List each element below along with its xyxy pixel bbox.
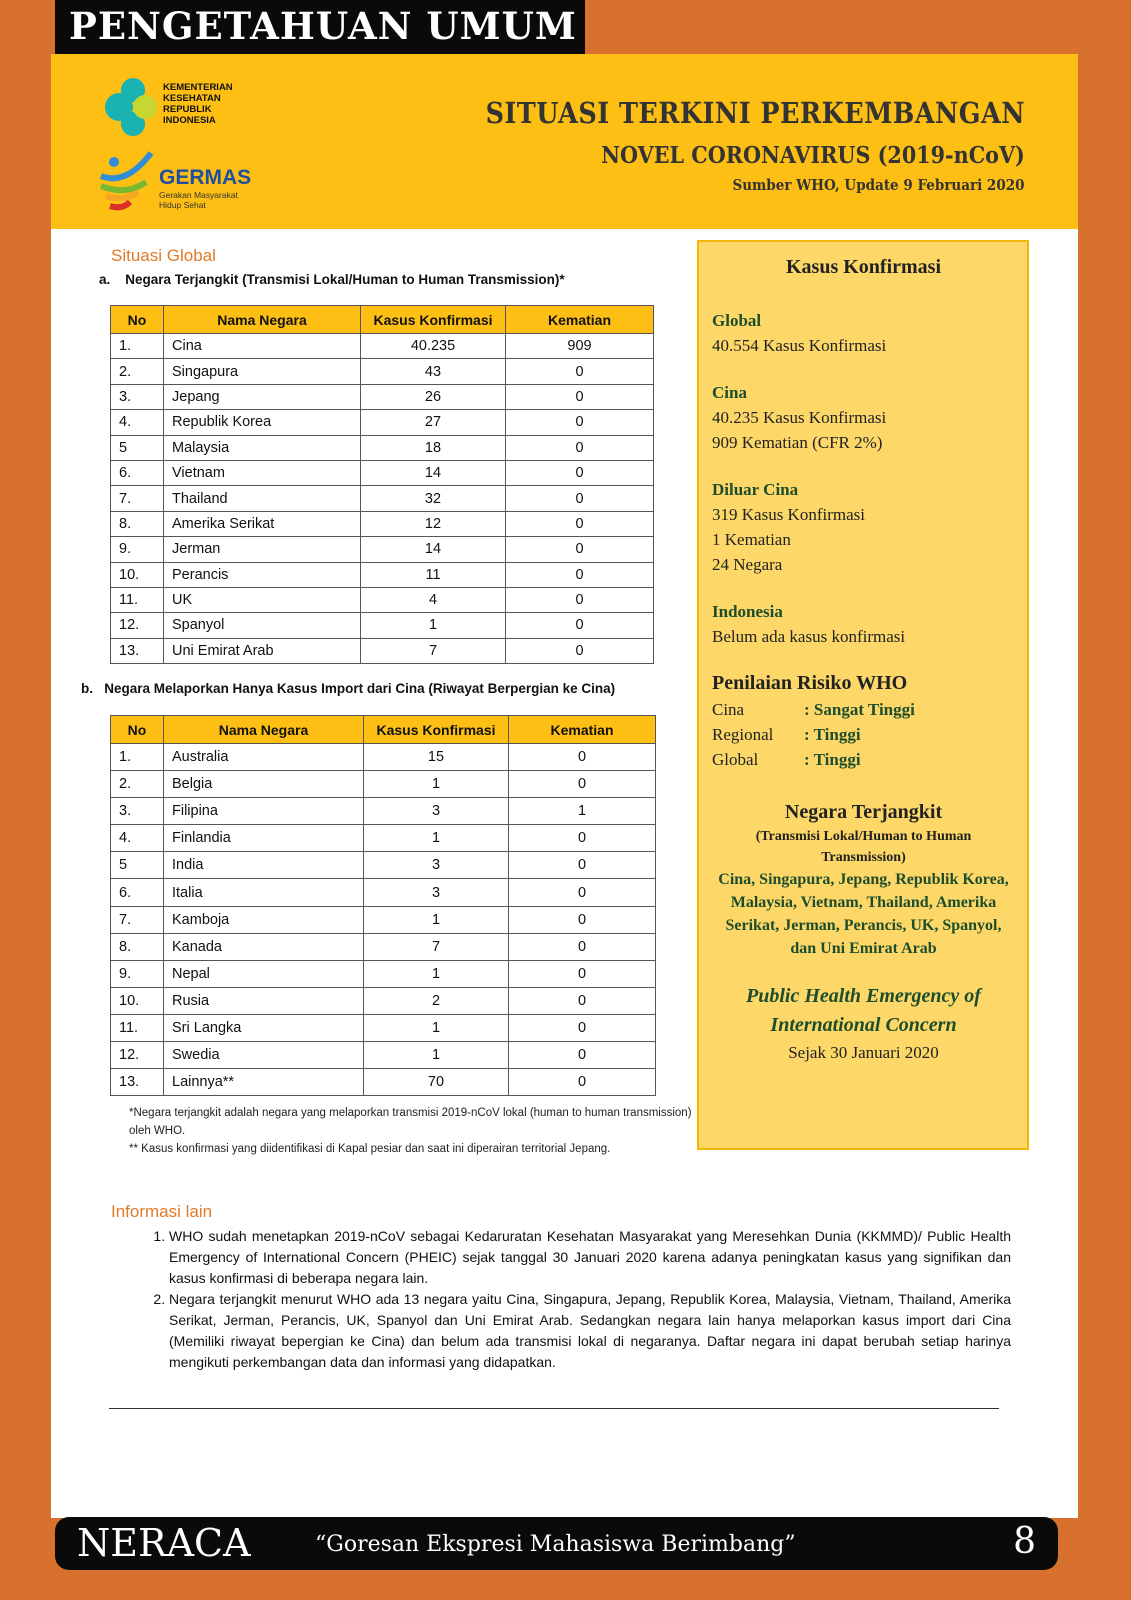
table-row — [111, 987, 656, 1014]
confirmed-cases: 15 — [364, 744, 509, 771]
row-number: 7. — [111, 486, 164, 511]
tagline: “Goresan Ekspresi Mahasiswa Berimbang” — [315, 1532, 796, 1557]
table-row — [111, 1069, 656, 1096]
confirmed-cases: 27 — [361, 410, 506, 435]
confirmed-cases: 1 — [361, 613, 506, 638]
country-name: Lainnya** — [164, 1069, 364, 1096]
country-name: Nepal — [164, 960, 364, 987]
ministry-line: KESEHATAN — [163, 93, 221, 104]
country-name: Sri Langka — [164, 1014, 364, 1041]
germas-logo-icon — [96, 148, 156, 218]
risk-heading: Penilaian Risiko WHO — [712, 672, 908, 694]
column-header: Kasus Konfirmasi — [361, 306, 506, 334]
confirmed-cases: 3 — [364, 798, 509, 825]
indonesia-heading: Indonesia — [712, 602, 783, 621]
ministry-line: INDONESIA — [163, 115, 216, 126]
confirmed-cases: 11 — [361, 562, 506, 587]
table-row — [111, 1014, 656, 1041]
page-number: 8 — [1013, 1521, 1036, 1562]
deaths: 0 — [509, 1042, 656, 1069]
country-name: India — [164, 852, 364, 879]
risk-scope: Cina — [712, 700, 745, 719]
country-name: Cina — [164, 334, 361, 359]
table-row — [111, 334, 654, 359]
table-row — [111, 638, 654, 663]
deaths: 0 — [509, 987, 656, 1014]
china-heading: Cina — [712, 383, 747, 402]
deaths: 0 — [509, 744, 656, 771]
table-row — [111, 960, 656, 987]
country-name: Jerman — [164, 537, 361, 562]
risk-level: : Tinggi — [804, 750, 861, 769]
deaths: 0 — [509, 1014, 656, 1041]
affected-list: Cina, Singapura, Jepang, Republik Korea, Malaysia, Vietnam, Thailand, Amerika Serikat, Jerman, Perancis, UK, Spanyol, dan Uni Emirat Arab — [718, 871, 1009, 957]
column-header: Nama Negara — [164, 306, 361, 334]
country-name: Thailand — [164, 486, 361, 511]
section-heading: Informasi lain — [111, 1202, 213, 1221]
table-row — [111, 435, 654, 460]
subtitle: NOVEL CORONAVIRUS (2019-nCoV) — [601, 142, 1025, 169]
table-row — [111, 879, 656, 906]
row-number: 9. — [111, 960, 164, 987]
risk-row — [712, 697, 1015, 722]
confirmed-cases: 26 — [361, 384, 506, 409]
deaths: 0 — [506, 384, 654, 409]
country-name: Finlandia — [164, 825, 364, 852]
row-number: 1. — [111, 744, 164, 771]
row-number: 5 — [111, 852, 164, 879]
confirmed-cases: 1 — [364, 1042, 509, 1069]
germas-sub: Hidup Sehat — [159, 200, 206, 210]
confirmed-cases: 1 — [364, 906, 509, 933]
global-heading: Global — [712, 311, 762, 330]
country-name: Australia — [164, 744, 364, 771]
pheic-date: Sejak 30 Januari 2020 — [788, 1043, 939, 1062]
risk-scope: Regional — [712, 725, 774, 744]
deaths: 0 — [506, 511, 654, 536]
risk-level: : Tinggi — [804, 725, 861, 744]
row-number: 11. — [111, 587, 164, 612]
table-row — [111, 744, 656, 771]
confirmed-cases: 1 — [364, 771, 509, 798]
deaths: 0 — [506, 537, 654, 562]
row-number: 3. — [111, 798, 164, 825]
list-marker: b. — [81, 681, 93, 696]
row-number: 12. — [111, 613, 164, 638]
confirmed-cases: 1 — [364, 1014, 509, 1041]
confirmed-cases: 14 — [361, 537, 506, 562]
table-row — [111, 825, 656, 852]
confirmed-cases: 43 — [361, 359, 506, 384]
row-number: 10. — [111, 562, 164, 587]
china-deaths: 909 Kematian (CFR 2%) — [712, 433, 883, 452]
table-row — [111, 511, 654, 536]
deaths: 0 — [506, 460, 654, 485]
column-header: No — [111, 716, 164, 744]
deaths: 0 — [509, 879, 656, 906]
row-number: 2. — [111, 359, 164, 384]
outside-china-deaths: 1 Kematian — [712, 530, 791, 549]
table-row — [111, 933, 656, 960]
table-row — [111, 613, 654, 638]
row-number: 12. — [111, 1042, 164, 1069]
table-row — [111, 852, 656, 879]
footnote-1: *Negara terjangkit adalah negara yang melaporkan transmisi 2019-nCoV lokal (human to human transmission) oleh WHO. — [129, 1107, 692, 1137]
country-name: Spanyol — [164, 613, 361, 638]
row-number: 9. — [111, 537, 164, 562]
country-name: Rusia — [164, 987, 364, 1014]
confirmed-cases: 32 — [361, 486, 506, 511]
germas-text: GERMAS — [159, 166, 252, 189]
country-name: Kamboja — [164, 906, 364, 933]
table-row — [111, 1042, 656, 1069]
affected-sub: (Transmisi Lokal/Human to Human Transmission) — [755, 829, 972, 865]
country-name: Italia — [164, 879, 364, 906]
country-name: Republik Korea — [164, 410, 361, 435]
country-name: Amerika Serikat — [164, 511, 361, 536]
indonesia-status: Belum ada kasus konfirmasi — [712, 627, 906, 646]
row-number: 13. — [111, 1069, 164, 1096]
main-title: SITUASI TERKINI PERKEMBANGAN — [485, 96, 1025, 130]
confirmed-cases: 3 — [364, 879, 509, 906]
row-number: 7. — [111, 906, 164, 933]
confirmed-cases: 1 — [364, 960, 509, 987]
divider — [109, 1408, 999, 1409]
country-name: Perancis — [164, 562, 361, 587]
global-cases: 40.554 Kasus Konfirmasi — [712, 336, 887, 355]
deaths: 0 — [509, 825, 656, 852]
deaths: 0 — [506, 486, 654, 511]
row-number: 8. — [111, 933, 164, 960]
row-number: 8. — [111, 511, 164, 536]
column-header: Kematian — [509, 716, 656, 744]
pheic-text: Public Health Emergency of International Concern — [746, 985, 981, 1036]
outside-china-cases: 319 Kasus Konfirmasi — [712, 505, 865, 524]
info-item: 1. WHO sudah menetapkan 2019-nCoV sebagai Kedaruratan Kesehatan Masyarakat yang Meresehkan Dunia (KKMMD)/ Public Health Emergency of International Concern (PHEIC) sejak tanggal 30 Januari 2020 karena adanya peningkatan kasus yang signifikan dan kasus konfirmasi di beberapa negara lain. — [169, 1226, 1011, 1289]
deaths: 0 — [509, 933, 656, 960]
deaths: 0 — [509, 771, 656, 798]
source-date: Sumber WHO, Update 9 Februari 2020 — [732, 176, 1025, 194]
country-name: Swedia — [164, 1042, 364, 1069]
row-number: 5 — [111, 435, 164, 460]
confirmed-cases: 18 — [361, 435, 506, 460]
country-name: Kanada — [164, 933, 364, 960]
row-number: 3. — [111, 384, 164, 409]
country-name: Filipina — [164, 798, 364, 825]
table-row — [111, 537, 654, 562]
column-header: Kematian — [506, 306, 654, 334]
footnotes — [129, 1104, 699, 1158]
table-row — [111, 798, 656, 825]
section-label: PENGETAHUAN UMUM — [55, 0, 585, 54]
table-row — [111, 384, 654, 409]
column-header: Kasus Konfirmasi — [364, 716, 509, 744]
table-row — [111, 771, 656, 798]
confirmed-cases: 70 — [364, 1069, 509, 1096]
section-heading: Situasi Global — [111, 246, 216, 265]
outside-china-countries: 24 Negara — [712, 555, 783, 574]
column-header: Nama Negara — [164, 716, 364, 744]
table-row — [111, 460, 654, 485]
confirmed-cases: 7 — [364, 933, 509, 960]
row-number: 6. — [111, 879, 164, 906]
country-name: Vietnam — [164, 460, 361, 485]
row-number: 2. — [111, 771, 164, 798]
confirmed-cases: 3 — [364, 852, 509, 879]
header-banner — [51, 54, 1078, 229]
country-name: Malaysia — [164, 435, 361, 460]
risk-scope: Global — [712, 750, 759, 769]
page — [51, 54, 1078, 1518]
confirmed-cases: 1 — [364, 825, 509, 852]
deaths: 0 — [506, 435, 654, 460]
confirmed-cases: 40.235 — [361, 334, 506, 359]
row-number: 10. — [111, 987, 164, 1014]
ministry-line: REPUBLIK — [163, 104, 212, 115]
info-item: 2. Negara terjangkit menurut WHO ada 13 negara yaitu Cina, Singapura, Jepang, Republik Korea, Malaysia, Vietnam, Thailand, Amerika Serikat, Jerman, Perancis, UK, Spanyol dan Uni Emirat Arab. Sedangkan negara lain hanya melaporkan kasus import dari Cina (Memiliki riwayat bepergian ke Cina) dan belum ada transmisi lokal di negaranya. Daftar negara ini dapat berubah setiap harinya mengikuti perkembangan data dan informasi yang didapatkan. — [169, 1289, 1011, 1373]
kemenkes-logo-icon — [99, 76, 164, 138]
confirmed-cases: 7 — [361, 638, 506, 663]
row-number: 1. — [111, 334, 164, 359]
row-number: 4. — [111, 410, 164, 435]
outside-china-heading: Diluar Cina — [712, 480, 799, 499]
table-b-title: Negara Melaporkan Hanya Kasus Import dari Cina (Riwayat Berpergian ke Cina) — [104, 681, 616, 696]
box-title: Kasus Konfirmasi — [785, 256, 942, 278]
table-row — [111, 906, 656, 933]
confirmed-cases: 12 — [361, 511, 506, 536]
summary-box — [697, 240, 1029, 1150]
table-row — [111, 587, 654, 612]
country-name: Belgia — [164, 771, 364, 798]
deaths: 0 — [509, 852, 656, 879]
column-header: No — [111, 306, 164, 334]
confirmed-cases: 14 — [361, 460, 506, 485]
table-local-transmission — [110, 305, 654, 664]
germas-sub: Gerakan Masyarakat — [159, 190, 238, 200]
footer-bar — [55, 1517, 1058, 1570]
country-name: Singapura — [164, 359, 361, 384]
country-name: Jepang — [164, 384, 361, 409]
row-number: 11. — [111, 1014, 164, 1041]
other-info — [111, 1202, 1011, 1373]
ministry-line: KEMENTERIAN — [163, 82, 233, 93]
confirmed-cases: 4 — [361, 587, 506, 612]
risk-list — [712, 697, 1015, 772]
deaths: 909 — [506, 334, 654, 359]
table-a-title: Negara Terjangkit (Transmisi Lokal/Human to Human Transmission)* — [125, 272, 565, 287]
deaths: 0 — [506, 638, 654, 663]
table-row — [111, 562, 654, 587]
deaths: 1 — [509, 798, 656, 825]
china-cases: 40.235 Kasus Konfirmasi — [712, 408, 887, 427]
deaths: 0 — [509, 906, 656, 933]
table-row — [111, 410, 654, 435]
country-name: Uni Emirat Arab — [164, 638, 361, 663]
table-row — [111, 359, 654, 384]
deaths: 0 — [506, 613, 654, 638]
deaths: 0 — [506, 410, 654, 435]
row-number: 13. — [111, 638, 164, 663]
table-row — [111, 486, 654, 511]
deaths: 0 — [506, 562, 654, 587]
list-marker: a. — [99, 272, 111, 287]
country-name: UK — [164, 587, 361, 612]
row-number: 4. — [111, 825, 164, 852]
deaths: 0 — [506, 587, 654, 612]
brand-name: NERACA — [77, 1521, 251, 1565]
deaths: 0 — [509, 1069, 656, 1096]
deaths: 0 — [506, 359, 654, 384]
footnote-2: ** Kasus konfirmasi yang diidentifikasi di Kapal pesiar dan saat ini diperairan territorial Jepang. — [129, 1143, 611, 1155]
deaths: 0 — [509, 960, 656, 987]
row-number: 6. — [111, 460, 164, 485]
affected-heading: Negara Terjangkit — [784, 801, 943, 823]
risk-row — [712, 747, 1015, 772]
risk-row — [712, 722, 1015, 747]
risk-level: : Sangat Tinggi — [804, 700, 915, 719]
table-imported-cases — [110, 715, 656, 1096]
confirmed-cases: 2 — [364, 987, 509, 1014]
